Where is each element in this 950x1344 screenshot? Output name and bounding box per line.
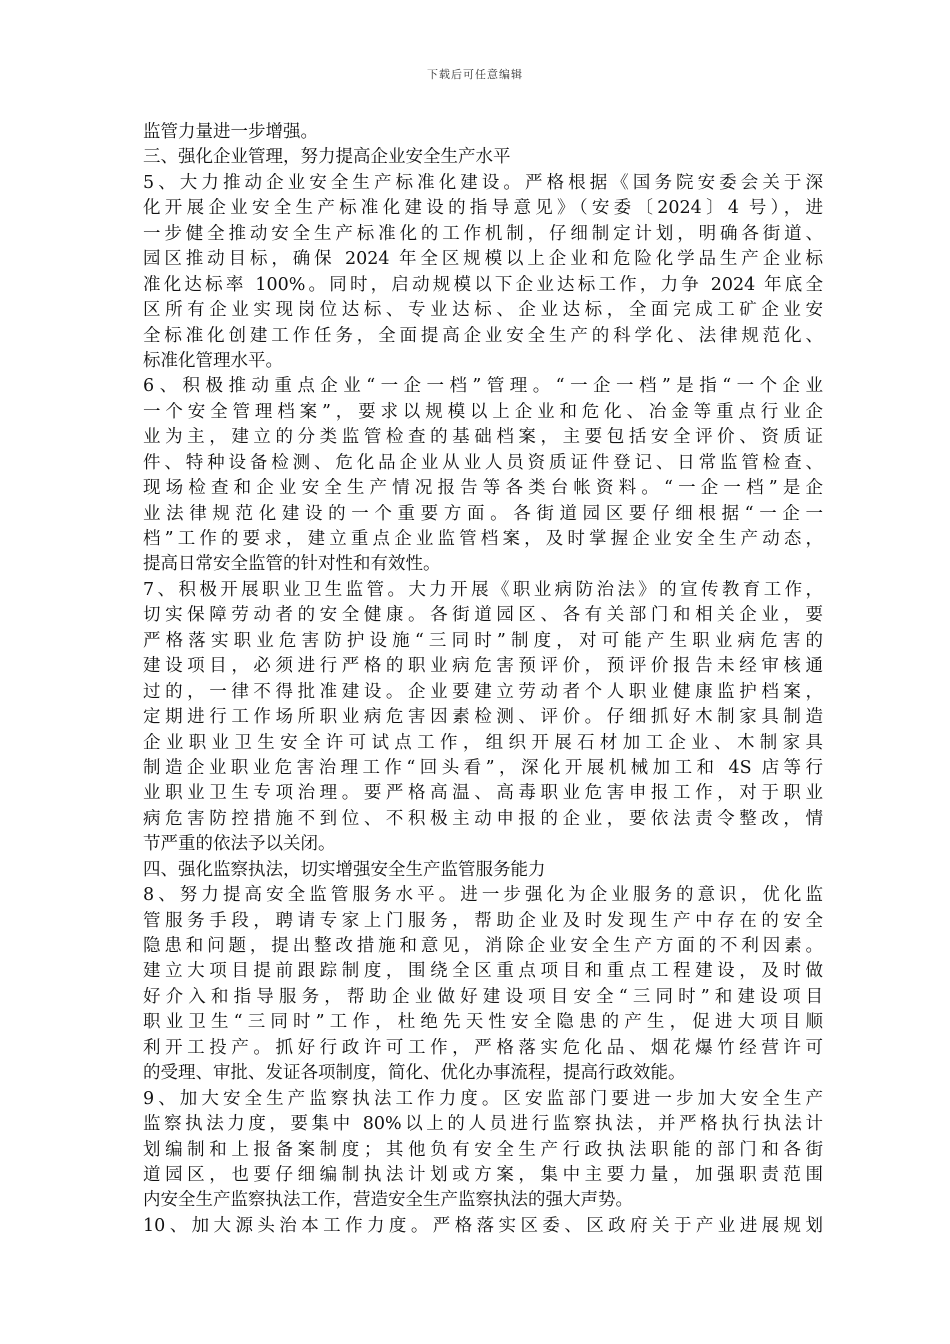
text-line: 道园区，也要仔细编制执法计划或方案，集中主要力量，加强职责范围 [143,1164,823,1185]
text-line: 建立大项目提前跟踪制度，围绕全区重点项目和重点工程建设，及时做 [143,961,823,982]
text-line: 切实保障劳动者的安全健康。各街道园区、各有关部门和相关企业，要 [143,605,823,626]
text-line: 制造企业职业危害治理工作“回头看”，深化开展机械加工和 4S 店等行 [143,757,823,778]
text-line: 7、积极开展职业卫生监管。大力开展《职业病防治法》的宣传教育工作， [143,579,823,600]
text-line: 三、强化企业管理，努力提高企业安全生产水平 [143,147,511,168]
text-line: 病危害防控措施不到位、不积极主动申报的企业，要依法责令整改，情 [143,808,823,829]
text-line: 6、积极推动重点企业“一企一档”管理。“一企一档”是指“一个企业 [143,376,823,397]
text-line: 严格落实职业危害防护设施“三同时”制度，对可能产生职业病危害的 [143,630,823,651]
text-line: 全标准化创建工作任务，全面提高企业安全生产的科学化、法律规范化、 [143,325,823,346]
text-line: 的受理、审批、发证各项制度，简化、优化办事流程，提高行政效能。 [143,1063,686,1084]
text-line: 9、加大安全生产监察执法工作力度。区安监部门要进一步加大安全生产 [143,1088,823,1109]
text-line: 管服务手段，聘请专家上门服务，帮助企业及时发现生产中存在的安全 [143,910,823,931]
text-line: 5、大力推动企业安全生产标准化建设。严格根据《国务院安委会关于深 [143,172,823,193]
document-body [143,120,823,1239]
text-line: 园区推动目标，确保 2024 年全区规模以上企业和危险化学品生产企业标 [143,249,823,270]
text-line: 建设项目，必须进行严格的职业病危害预评价，预评价报告未经审核通 [143,656,823,677]
text-line: 内安全生产监察执法工作，营造安全生产监察执法的强大声势。 [143,1190,633,1211]
text-line: 提高日常安全监管的针对性和有效性。 [143,554,441,575]
text-line: 好介入和指导服务，帮助企业做好建设项目安全“三同时”和建设项目 [143,986,823,1007]
text-line: 过的，一律不得批准建设。企业要建立劳动者个人职业健康监护档案， [143,681,823,702]
text-line: 件、特种设备检测、危化品企业从业人员资质证件登记、日常监管检查、 [143,452,823,473]
text-line: 一个安全管理档案”，要求以规模以上企业和危化、冶金等重点行业企 [143,401,823,422]
text-line: 化开展企业安全生产标准化建设的指导意见》（安委〔2024〕4 号），进 [143,198,823,219]
text-line: 现场检查和企业安全生产情况报告等各类台帐资料。“一企一档”是企 [143,478,823,499]
page-header: 下载后可任意编辑 [427,68,523,81]
text-line: 节严重的依法予以关闭。 [143,834,336,855]
text-line: 档”工作的要求，建立重点企业监管档案，及时掌握企业安全生产动态， [143,529,823,549]
text-line: 业职业卫生专项治理。要严格高温、高毒职业危害申报工作，对于职业 [143,783,823,804]
text-line: 定期进行工作场所职业病危害因素检测、评价。仔细抓好木制家具制造 [143,707,823,728]
text-line: 隐患和问题，提出整改措施和意见，消除企业安全生产方面的不利因素。 [143,936,823,956]
text-line: 业法律规范化建设的一个重要方面。各街道园区要仔细根据“一企一 [143,503,823,524]
text-line: 划编制和上报备案制度；其他负有安全生产行政执法职能的部门和各街 [143,1139,823,1160]
text-line: 业为主，建立的分类监管检查的基础档案，主要包括安全评价、资质证 [143,427,823,448]
text-line: 区所有企业实现岗位达标、专业达标、企业达标，全面完成工矿企业安 [143,300,823,321]
text-line: 准化达标率 100%。同时，启动规模以下企业达标工作，力争 2024 年底全 [143,274,823,295]
text-line: 8、努力提高安全监管服务水平。进一步强化为企业服务的意识，优化监 [143,885,823,906]
text-line: 企业职业卫生安全许可试点工作，组织开展石材加工企业、木制家具 [143,732,823,753]
text-line: 监管力量进一步增强。 [143,122,318,142]
text-line: 利开工投产。抓好行政许可工作，严格落实危化品、烟花爆竹经营许可 [143,1037,823,1058]
text-line: 职业卫生“三同时”工作，杜绝先天性安全隐患的产生，促进大项目顺 [143,1012,823,1033]
text-line: 标准化管理水平。 [143,350,283,371]
text-line: 一步健全推动安全生产标准化的工作机制，仔细制定计划，明确各街道、 [143,223,823,244]
text-line: 10、加大源头治本工作力度。严格落实区委、区政府关于产业进展规划 [143,1215,823,1236]
text-line: 四、强化监察执法，切实增强安全生产监管服务能力 [143,859,546,880]
text-line: 监察执法力度，要集中 80%以上的人员进行监察执法，并严格执行执法计 [143,1114,823,1135]
